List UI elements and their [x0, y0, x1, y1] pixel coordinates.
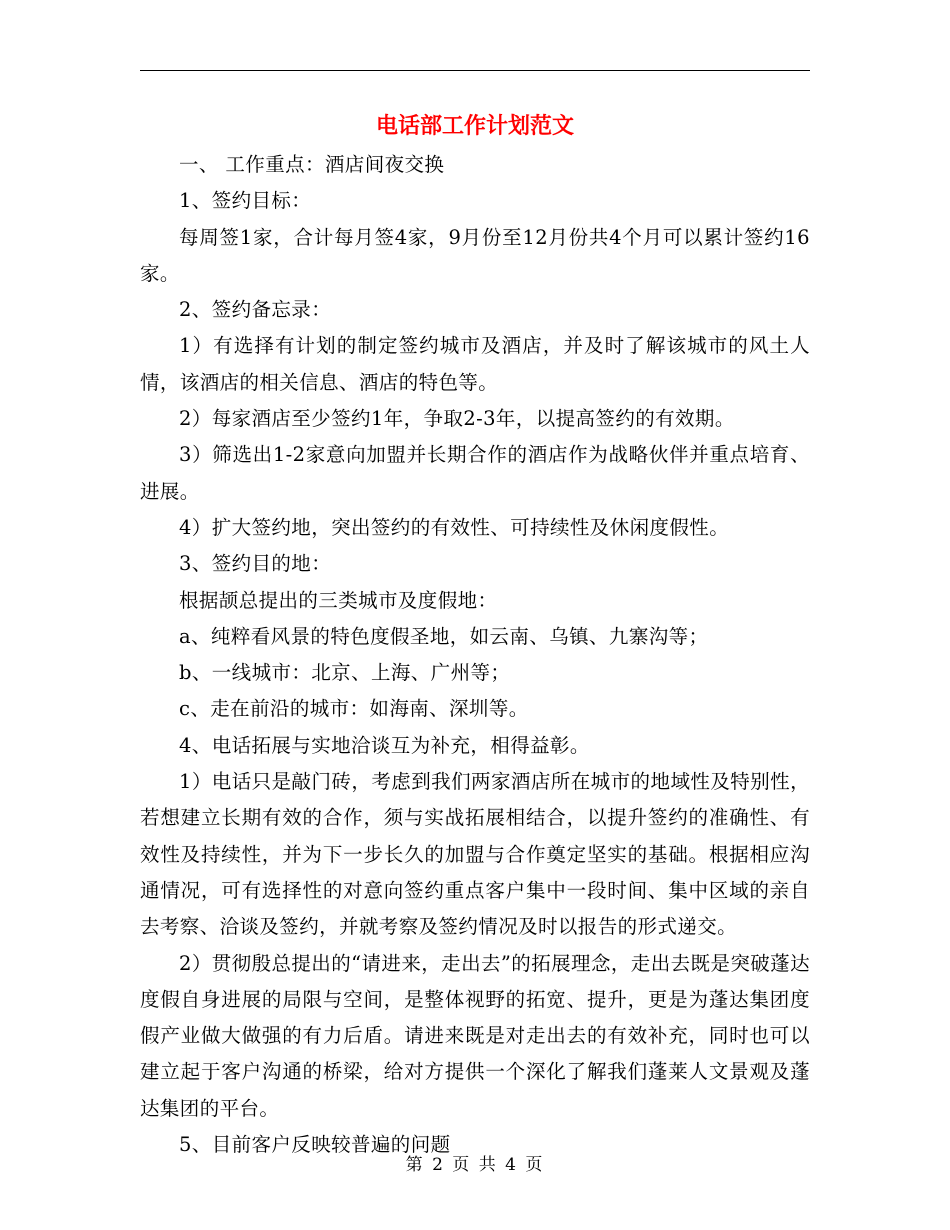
destinations-intro: 根据颉总提出的三类城市及度假地：: [179, 588, 498, 612]
destination-item-a: a、纯粹看风景的特色度假圣地，如云南、乌镇、九寨沟等；: [179, 624, 709, 648]
destination-item-c: c、走在前沿的城市：如海南、深圳等。: [179, 697, 529, 721]
paragraph-signing-target: 每周签1家，合计每月签4家，9月份至12月份共4个月可以累计签约16家。: [140, 225, 810, 285]
subheading-signing-memo: 2、签约备忘录：: [179, 298, 332, 322]
memo-item-1: 1）有选择有计划的制定签约城市及酒店，并及时了解该城市的风土人情，该酒店的相关信息、酒店的特色等。: [140, 334, 810, 394]
subheading-customer-issues: 5、目前客户反映较普遍的问题: [179, 1133, 451, 1157]
memo-item-4: 4）扩大签约地，突出签约的有效性、可持续性及休闲度假性。: [179, 515, 730, 539]
header-rule: [140, 70, 810, 71]
section-heading-work-focus: 一、 工作重点：酒店间夜交换: [179, 153, 445, 176]
subheading-signing-target: 1、签约目标：: [179, 189, 312, 213]
subheading-phone-and-onsite: 4、电话拓展与实地洽谈互为补充，相得益彰。: [179, 733, 590, 757]
memo-item-3: 3）筛选出1-2家意向加盟并长期合作的酒店作为战略伙伴并重点培育、进展。: [140, 443, 810, 503]
document-body: [140, 147, 810, 1163]
destination-item-b: b、一线城市：北京、上海、广州等；: [179, 661, 511, 685]
memo-item-2: 2）每家酒店至少签约1年，争取2-3年，以提高签约的有效期。: [179, 407, 735, 431]
subheading-destinations: 3、签约目的地：: [179, 552, 332, 576]
page-number-footer: 第 2 页 共 4 页: [405, 1155, 545, 1175]
phone-onsite-item-2: 2）贯彻殷总提出的“请进来，走出去”的拓展理念，走出去既是突破蓬达度假自身进展的局限与空间，是整体视野的拓宽、提升，更是为蓬达集团度假产业做大做强的有力后盾。请进来既是对走出去的有效补充，同时也可以建立起于客户沟通的桥梁，给对方提供一个深化了解我们蓬莱人文景观及蓬达集团的平台。: [140, 951, 810, 1120]
phone-onsite-item-1: 1）电话只是敲门砖，考虑到我们两家酒店所在城市的地域性及特别性，若想建立长期有效的合作，须与实战拓展相结合，以提升签约的准确性、有效性及持续性，并为下一步长久的加盟与合作奠定坚实的基础。根据相应沟通情况，可有选择性的对意向签约重点客户集中一段时间、集中区域的亲自去考察、洽谈及签约，并就考察及签约情况及时以报告的形式递交。: [140, 770, 810, 939]
document-title: 电话部工作计划范文: [375, 113, 574, 139]
